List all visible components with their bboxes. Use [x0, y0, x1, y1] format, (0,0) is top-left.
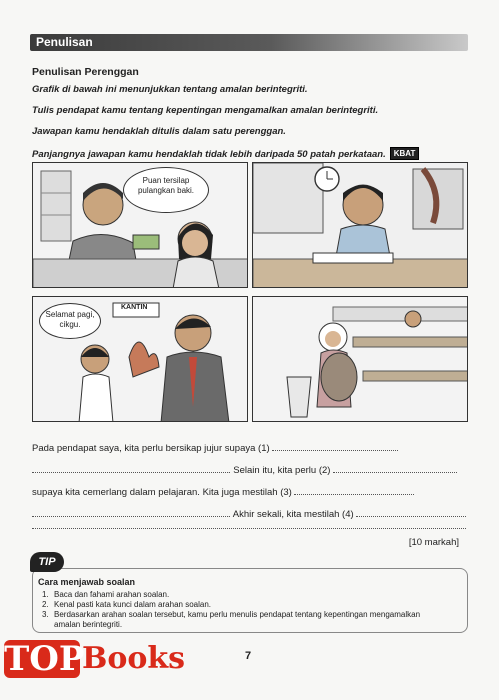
- fill-line-2: [32, 463, 457, 476]
- tip-list: [42, 590, 420, 630]
- answer-blank-1-cont[interactable]: [32, 463, 228, 473]
- section-header: [30, 34, 468, 51]
- tip-item: 2. Kenal pasti kata kunci dalam arahan soalan.: [42, 600, 211, 609]
- canteen-sign: KANTIN: [121, 304, 148, 311]
- marks-label: [10 markah]: [408, 537, 459, 548]
- section-title: Penulisan: [36, 35, 93, 49]
- illustration-grid: [32, 162, 468, 422]
- answer-blank-3[interactable]: [294, 485, 414, 495]
- answer-blank-4[interactable]: [356, 507, 466, 517]
- panel-greeting-teacher: [32, 296, 248, 422]
- speech-bubble-greeting: Selamat pagi, cikgu.: [39, 303, 101, 339]
- subtitle: Penulisan Perenggan: [32, 66, 139, 78]
- fill-line-2-text: . Selain itu, kita perlu (2): [228, 465, 331, 476]
- fill-line-1-text: Pada pendapat saya, kita perlu bersikap jujur supaya (1): [32, 443, 270, 454]
- answer-blank-2[interactable]: [333, 463, 457, 473]
- fill-line-3: [32, 485, 414, 498]
- logo-books: Books: [82, 641, 186, 676]
- instruction-4: [32, 147, 419, 160]
- tip-item: amalan berintegriti.: [54, 620, 123, 629]
- tip-badge: TIP: [30, 552, 64, 572]
- tip-item: 1. Baca dan fahami arahan soalan.: [42, 590, 170, 599]
- instruction-4-text: Panjangnya jawapan kamu hendaklah tidak lebih daripada 50 patah perkataan.: [32, 149, 386, 160]
- answer-blank-1[interactable]: [272, 441, 398, 451]
- answer-blank-3-cont[interactable]: [32, 507, 228, 517]
- panel-change-returned: [32, 162, 248, 288]
- logo-top: TOP: [4, 639, 85, 679]
- speech-bubble-change: Puan tersilap pulangkan baki.: [123, 167, 209, 213]
- answer-line-5[interactable]: [32, 528, 466, 529]
- fill-line-3-text: supaya kita cemerlang dalam pelajaran. Kita juga mestilah (3): [32, 487, 292, 498]
- fill-line-4: [32, 507, 466, 520]
- kbat-badge: KBAT: [390, 147, 420, 160]
- instruction-3: Jawapan kamu hendaklah ditulis dalam satu perenggan.: [32, 126, 286, 137]
- tip-title: Cara menjawab soalan: [38, 577, 136, 587]
- fill-line-4-text: . Akhir sekali, kita mestilah (4): [228, 509, 354, 520]
- panel-homework: [252, 162, 468, 288]
- page-number: 7: [245, 650, 252, 662]
- instruction-2: Tulis pendapat kamu tentang kepentingan mengamalkan amalan berintegriti.: [32, 105, 379, 116]
- tip-item: 3. Berdasarkan arahan soalan tersebut, kamu perlu menulis pendapat tentang kepentingan mengamalkan: [42, 610, 421, 619]
- instruction-1: Grafik di bawah ini menunjukkan tentang amalan berintegriti.: [32, 84, 308, 95]
- fill-line-1: [32, 441, 398, 454]
- panel-rubbish-bin: [252, 296, 468, 422]
